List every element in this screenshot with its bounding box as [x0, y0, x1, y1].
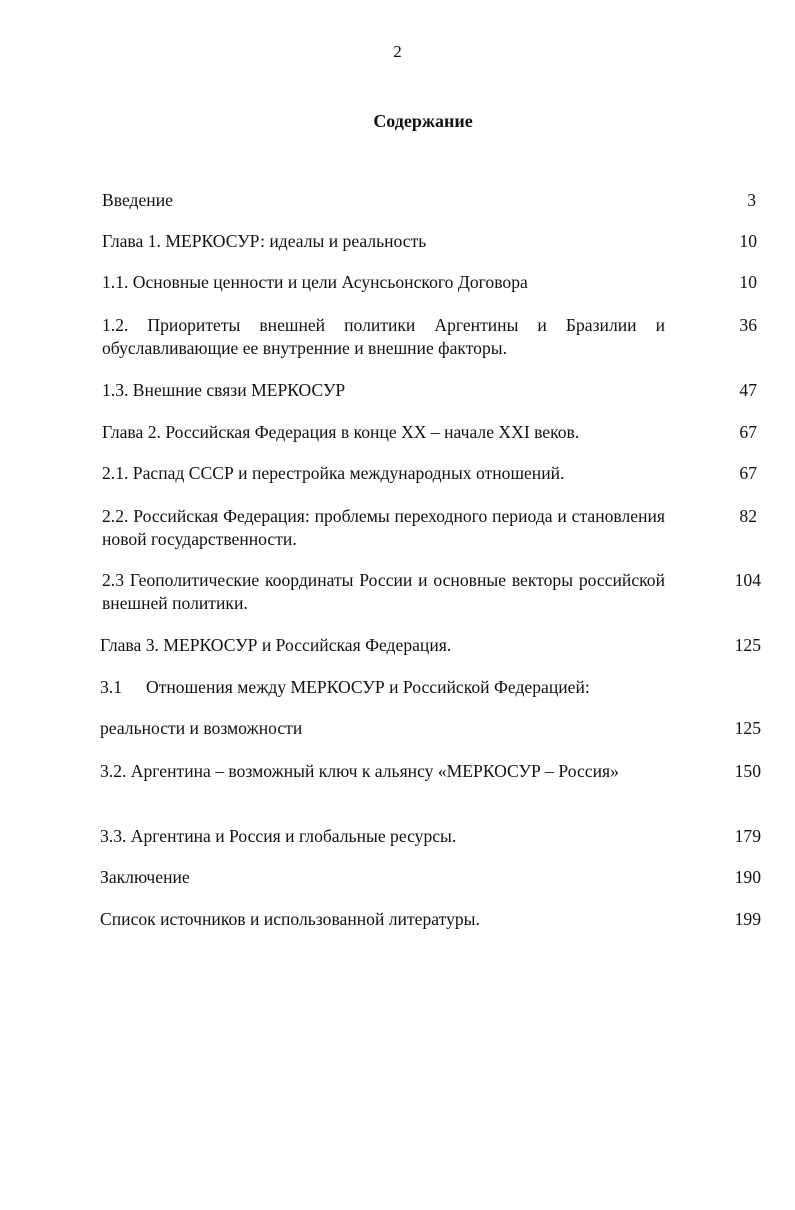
toc-entry-text: Глава 1. МЕРКОСУР: идеалы и реальность	[102, 231, 427, 251]
toc-entry-label: Отношения между МЕРКОСУР и Российской Федерацией:	[146, 677, 590, 697]
toc-entry-page: 199	[734, 909, 761, 929]
toc-entry-page: 67	[739, 463, 757, 483]
toc-entry-text	[100, 676, 590, 699]
toc-entry-page: 179	[734, 826, 761, 846]
toc-entry-page: 47	[739, 380, 757, 400]
toc-entry-page: 150	[734, 761, 761, 781]
toc-entry-page: 125	[734, 635, 761, 655]
toc-entry-text: 3.3. Аргентина и Россия и глобальные ресурсы.	[100, 826, 457, 846]
toc-entry-page: 190	[734, 867, 761, 887]
toc-entry-page: 10	[739, 272, 757, 292]
page-number: 2	[393, 42, 402, 61]
toc-entry-text: Введение	[102, 190, 173, 210]
toc-entry-text: 1.3. Внешние связи МЕРКОСУР	[102, 380, 346, 400]
toc-entry-text: Глава 3. МЕРКОСУР и Российская Федерация.	[100, 635, 452, 655]
toc-entry-page: 104	[734, 570, 761, 590]
toc-entry-text: 2.2. Российская Федерация: проблемы переходного периода и становления новой государственности.	[102, 506, 665, 549]
toc-entry-text: 2.3 Геополитические координаты России и основные векторы российской внешней политики.	[102, 570, 665, 613]
toc-entry-text: реальности и возможности	[100, 718, 303, 738]
toc-entry-text: 2.1. Распад СССР и перестройка международных отношений.	[102, 463, 565, 483]
toc-entry-page: 67	[739, 422, 757, 442]
toc-entry-page: 10	[739, 231, 757, 251]
toc-entry-text: Глава 2. Российская Федерация в конце XX – начале XXI веков.	[102, 422, 580, 442]
toc-entry-page: 125	[734, 718, 761, 738]
toc-entry-text: 3.2. Аргентина – возможный ключ к альянсу «МЕРКОСУР – Россия»	[100, 761, 619, 781]
toc-entry-text: 1.2. Приоритеты внешней политики Аргентины и Бразилии и обуславливающие ее внутренние и внешние факторы.	[102, 315, 665, 358]
toc-entry-text: Список источников и использованной литературы.	[100, 909, 480, 929]
toc-title: Содержание	[373, 111, 473, 131]
toc-entry-text: Заключение	[100, 867, 190, 887]
toc-entry-page: 36	[739, 315, 757, 335]
toc-entry-text: 1.1. Основные ценности и цели Асунсьонского Договора	[102, 272, 528, 292]
toc-entry-number: 3.1	[100, 677, 122, 697]
toc-entry-page: 3	[747, 190, 756, 210]
toc-entry-page: 82	[739, 506, 757, 526]
